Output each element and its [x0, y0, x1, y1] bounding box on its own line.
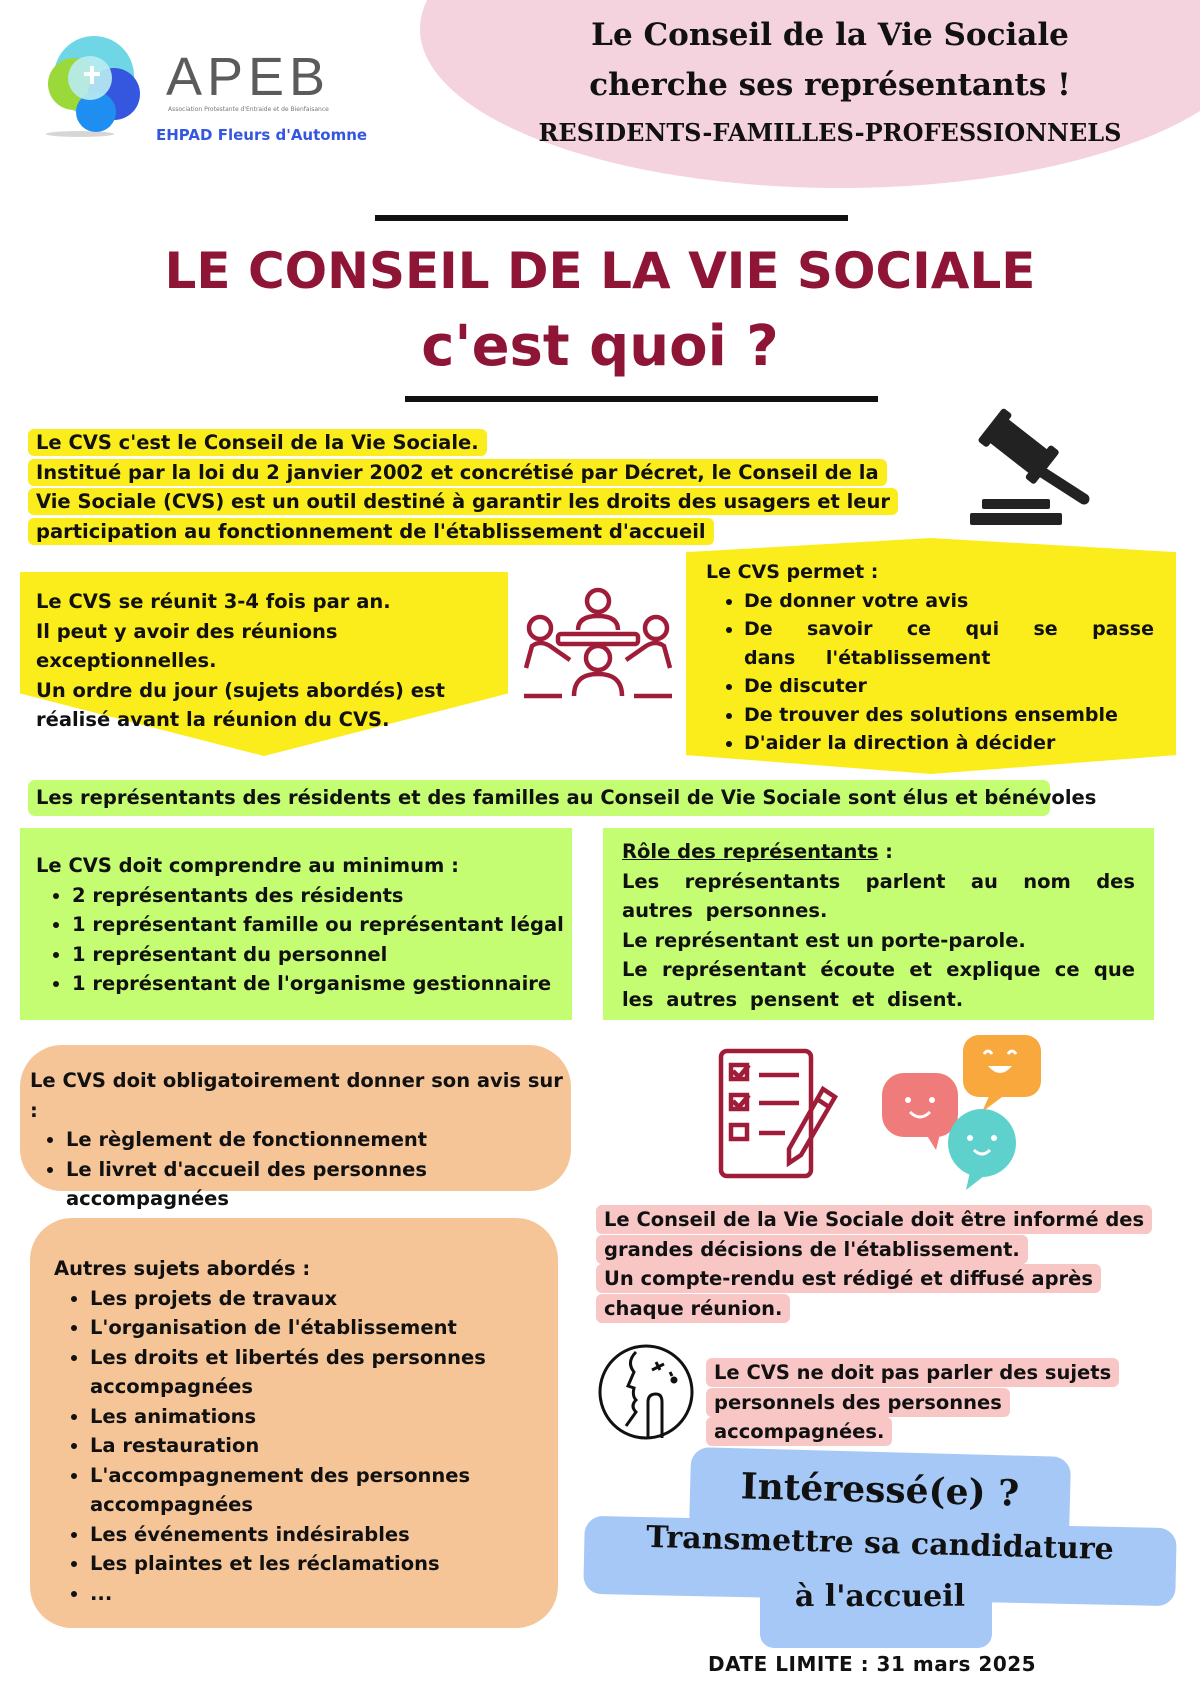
- list-item: • Les événements indésirables: [90, 1520, 524, 1550]
- list-item: • La restauration: [90, 1431, 524, 1461]
- meetings-line-3: Un ordre du jour (sujets abordés) est réalisé avant la réunion du CVS.: [36, 678, 445, 731]
- list-item: • 2 représentants des résidents: [72, 881, 566, 911]
- list-item: • L'organisation de l'établissement: [90, 1313, 524, 1343]
- list-item: • De trouver des solutions ensemble: [744, 701, 1154, 730]
- logo: [40, 32, 370, 152]
- list-item: • Les projets de travaux: [90, 1284, 524, 1314]
- composition-content: [36, 851, 566, 999]
- list-item: • Le règlement de fonctionnement: [66, 1125, 575, 1155]
- title-rule-top: [375, 215, 848, 221]
- intro-line-1: Le CVS c'est le Conseil de la Vie Sociale.: [28, 429, 487, 456]
- role-title-colon: :: [878, 840, 893, 863]
- role-line-3: Le représentant écoute et explique ce que les autres pensent et disent.: [622, 958, 1135, 1011]
- cta-line-2: Transmettre sa candidature: [645, 1519, 1115, 1568]
- role-line-2: Le représentant est un porte-parole.: [622, 928, 1026, 952]
- meeting-icon: [518, 586, 678, 706]
- cta-text: [580, 1462, 1180, 1624]
- speech-bubbles-icon: [878, 1030, 1048, 1200]
- list-item: • ...: [90, 1579, 524, 1609]
- list-item: • De discuter: [744, 672, 1154, 701]
- list-item: • Les animations: [90, 1402, 524, 1432]
- personnel-text: [706, 1358, 1176, 1447]
- title-rule-bottom: [405, 396, 878, 402]
- gavel-icon: [960, 395, 1100, 535]
- list-item: • 1 représentant famille ou représentant légal: [72, 910, 566, 940]
- cta-line-1: Intéressé(e) ?: [740, 1465, 1020, 1515]
- list-item: • Le livret d'accueil des personnes accompagnées: [66, 1155, 575, 1214]
- permet-content: [706, 558, 1154, 758]
- silence-icon: [596, 1342, 696, 1442]
- avis-content: [30, 1066, 575, 1243]
- role-line-1: Les représentants parlent au nom des autres personnes.: [622, 869, 1135, 922]
- intro-line-2: Institué par la loi du 2 janvier 2002 et concrétisé par Décret, le Conseil de la Vie Sociale (CVS) est un outil destiné à garantir les droits des usagers et leur participation au fonctionnement de l'établissement d'accueil: [28, 459, 898, 545]
- elus-banner: Les représentants des résidents et des familles au Conseil de Vie Sociale sont élus et bénévoles: [28, 780, 1050, 816]
- personnel-line: Le CVS ne doit pas parler des sujets personnels des personnes accompagnées.: [706, 1358, 1119, 1446]
- informe-text: [596, 1205, 1156, 1323]
- meetings-line-1: Le CVS se réunit 3-4 fois par an.: [36, 590, 391, 613]
- list-item: • De donner votre avis: [744, 587, 1154, 616]
- role-content: [622, 837, 1135, 1014]
- autres-content: [54, 1254, 524, 1608]
- list-item: • Les plaintes et les réclamations: [90, 1549, 524, 1579]
- autres-title: Autres sujets abordés :: [54, 1257, 311, 1280]
- permet-title: Le CVS permet :: [706, 561, 879, 583]
- list-item: • De savoir ce qui se passe dans l'établissement: [744, 615, 1154, 672]
- list-item: • 1 représentant de l'organisme gestionnaire: [72, 969, 566, 999]
- meetings-text: [36, 587, 506, 735]
- list-item: • 1 représentant du personnel: [72, 940, 566, 970]
- meetings-line-2: Il peut y avoir des réunions exceptionnelles.: [36, 619, 338, 672]
- banner-title: [440, 10, 1200, 156]
- title-line-2: c'est quoi ?: [421, 314, 779, 379]
- informe-line-2: Un compte-rendu est rédigé et diffusé après chaque réunion.: [596, 1264, 1101, 1323]
- list-item: • D'aider la direction à décider: [744, 729, 1154, 758]
- intro-text: [28, 428, 890, 546]
- cta-line-3: à l'accueil: [794, 1579, 966, 1614]
- list-item: • Les droits et libertés des personnes accompagnées: [90, 1343, 524, 1402]
- list-item: • L'accompagnement des personnes accompagnées: [90, 1461, 524, 1520]
- title-line-1: LE CONSEIL DE LA VIE SOCIALE: [164, 242, 1036, 300]
- banner-line-1: Le Conseil de la Vie Sociale: [591, 17, 1069, 53]
- banner-line-2: cherche ses représentants !: [589, 67, 1071, 103]
- role-title: Rôle des représentants: [622, 840, 879, 863]
- logo-subtitle: Association Protestante d'Entraide et de Bienfaisance: [168, 106, 329, 113]
- avis-title: Le CVS doit obligatoirement donner son avis sur :: [30, 1069, 563, 1122]
- composition-title: Le CVS doit comprendre au minimum :: [36, 854, 459, 877]
- informe-line-1: Le Conseil de la Vie Sociale doit être informé des grandes décisions de l'établissement.: [596, 1205, 1152, 1264]
- deadline: DATE LIMITE : 31 mars 2025: [708, 1652, 1037, 1676]
- checklist-icon: [715, 1045, 845, 1185]
- establishment-name: EHPAD Fleurs d'Automne: [156, 126, 368, 144]
- logo-name: APEB: [166, 47, 331, 107]
- page-title: [0, 236, 1200, 388]
- banner-line-3: RESIDENTS-FAMILLES-PROFESSIONNELS: [538, 118, 1122, 147]
- apeb-logo-icon: [40, 32, 150, 142]
